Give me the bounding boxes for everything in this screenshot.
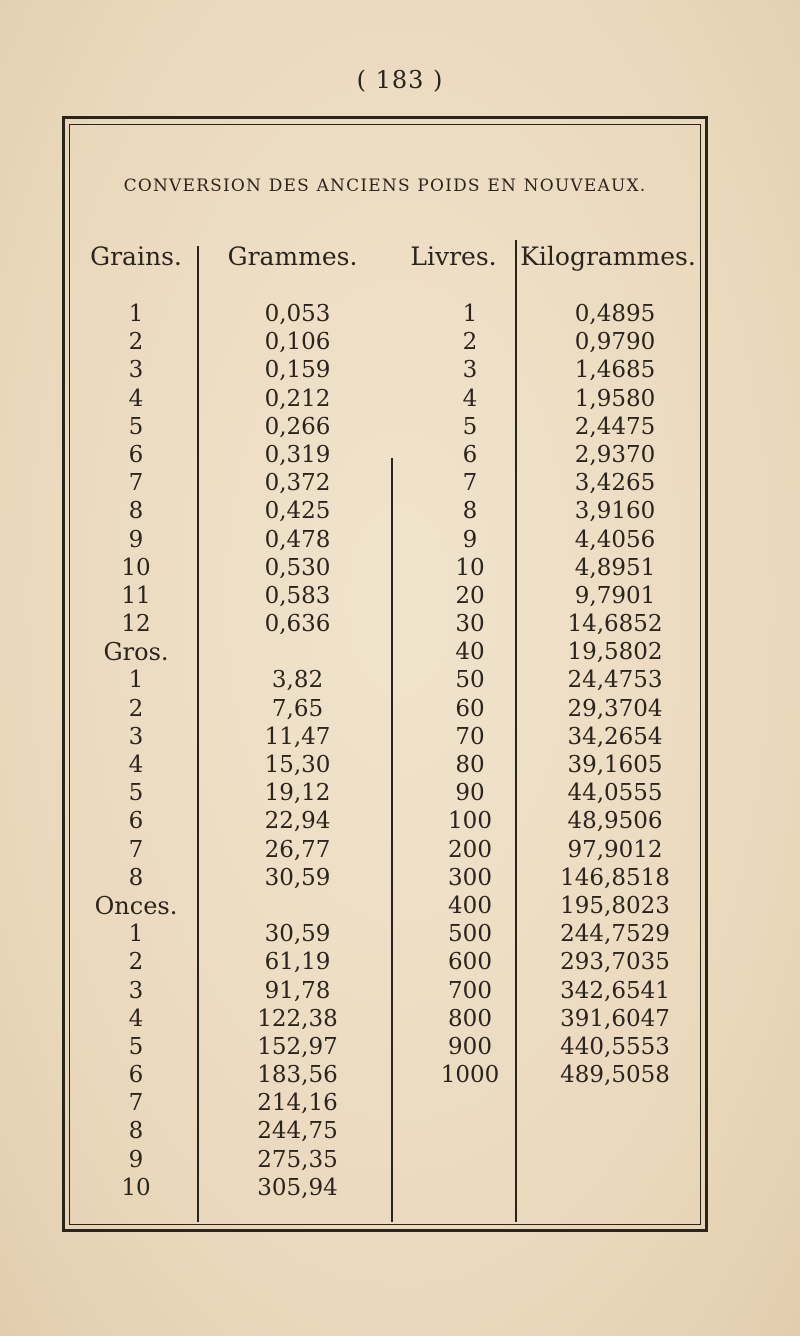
units-cell: 7 bbox=[128, 1090, 144, 1117]
units-cell: 3 bbox=[128, 977, 144, 1004]
column-grammes bbox=[210, 300, 385, 1202]
units-cell: 11 bbox=[121, 582, 151, 609]
kilogrammes-cell: 24,4753 bbox=[567, 667, 663, 694]
units-cell: 9 bbox=[128, 1146, 144, 1173]
units-cell: 7 bbox=[128, 470, 144, 497]
units-cell: 9 bbox=[128, 526, 144, 553]
grammes-cell: 305,94 bbox=[257, 1174, 338, 1201]
grammes-cell: 26,77 bbox=[264, 836, 331, 863]
livres-cell: 30 bbox=[455, 611, 485, 638]
units-cell: 5 bbox=[128, 1033, 144, 1060]
kilogrammes-cell: 48,9506 bbox=[567, 808, 663, 835]
table-title: CONVERSION DES ANCIENS POIDS EN NOUVEAUX. bbox=[123, 176, 647, 196]
units-cell: 6 bbox=[128, 1062, 144, 1089]
grammes-cell: 0,583 bbox=[264, 582, 331, 609]
grammes-cell: 30,59 bbox=[264, 921, 331, 948]
livres-cell: 1 bbox=[462, 301, 478, 327]
grammes-cell: 152,97 bbox=[257, 1033, 338, 1060]
grammes-cell: 0,372 bbox=[264, 470, 331, 497]
units-cell: 10 bbox=[121, 554, 151, 581]
livres-cell: 6 bbox=[462, 441, 478, 468]
livres-cell: 80 bbox=[455, 752, 485, 778]
units-cell: 5 bbox=[128, 413, 144, 440]
grammes-cell bbox=[210, 638, 385, 666]
livres-cell: 600 bbox=[448, 949, 492, 976]
grammes-cell: 61,19 bbox=[264, 949, 331, 976]
grammes-cell: 0,159 bbox=[264, 357, 331, 384]
units-cell: 8 bbox=[128, 1118, 144, 1145]
livres-cell: 3 bbox=[462, 357, 478, 384]
livres-cell: 100 bbox=[448, 808, 492, 835]
units-cell: 12 bbox=[121, 611, 151, 638]
column-units bbox=[80, 300, 192, 1202]
livres-cell: 60 bbox=[455, 695, 485, 722]
units-cell: 8 bbox=[128, 498, 144, 525]
units-cell: 5 bbox=[128, 780, 144, 807]
grammes-cell: 22,94 bbox=[264, 808, 331, 835]
units-cell: 3 bbox=[128, 357, 144, 384]
grammes-cell: 0,106 bbox=[264, 329, 331, 356]
page-number: ( 183 ) bbox=[356, 66, 444, 94]
kilogrammes-cell: 3,4265 bbox=[574, 470, 656, 497]
grammes-cell: 275,35 bbox=[257, 1146, 338, 1173]
kilogrammes-cell: 1,9580 bbox=[574, 385, 656, 412]
livres-cell: 4 bbox=[462, 385, 478, 412]
kilogrammes-cell: 39,1605 bbox=[567, 752, 663, 778]
kilogrammes-cell: 44,0555 bbox=[567, 780, 663, 807]
grammes-cell: 0,319 bbox=[264, 441, 331, 468]
livres-cell: 500 bbox=[448, 921, 492, 948]
grammes-cell: 7,65 bbox=[271, 695, 324, 722]
kilogrammes-cell: 14,6852 bbox=[567, 611, 663, 638]
units-cell: 6 bbox=[128, 808, 144, 835]
kilogrammes-cell: 3,9160 bbox=[574, 498, 656, 525]
livres-cell: 2 bbox=[462, 329, 478, 356]
kilogrammes-cell: 19,5802 bbox=[567, 639, 663, 666]
kilogrammes-cell: 293,7035 bbox=[560, 949, 670, 976]
units-cell: Onces. bbox=[94, 891, 178, 920]
kilogrammes-cell: 391,6047 bbox=[560, 1005, 670, 1032]
kilogrammes-cell: 2,4475 bbox=[574, 413, 656, 440]
kilogrammes-cell: 34,2654 bbox=[567, 723, 663, 750]
livres-cell: 1000 bbox=[440, 1062, 500, 1089]
grammes-cell: 3,82 bbox=[271, 667, 324, 694]
livres-cell: 7 bbox=[462, 470, 478, 497]
units-cell: 4 bbox=[128, 385, 144, 412]
kilogrammes-cell: 195,8023 bbox=[560, 892, 670, 919]
livres-cell: 70 bbox=[455, 723, 485, 750]
grammes-cell: 0,053 bbox=[264, 301, 331, 327]
livres-cell: 200 bbox=[448, 836, 492, 863]
header-livres: Livres. bbox=[410, 242, 497, 271]
units-cell: 1 bbox=[128, 301, 144, 327]
kilogrammes-cell: 1,4685 bbox=[574, 357, 656, 384]
kilogrammes-cell: 29,3704 bbox=[567, 695, 663, 722]
livres-cell: 800 bbox=[448, 1005, 492, 1032]
grammes-cell: 183,56 bbox=[257, 1062, 338, 1089]
livres-cell: 9 bbox=[462, 526, 478, 553]
units-cell: 2 bbox=[128, 695, 144, 722]
units-cell: 1 bbox=[128, 667, 144, 694]
livres-cell: 50 bbox=[455, 667, 485, 694]
units-cell: 2 bbox=[128, 949, 144, 976]
grammes-cell: 122,38 bbox=[257, 1005, 338, 1032]
livres-cell: 90 bbox=[455, 780, 485, 807]
grammes-cell: 0,425 bbox=[264, 498, 331, 525]
kilogrammes-cell: 0,4895 bbox=[574, 301, 656, 327]
units-cell: 6 bbox=[128, 441, 144, 468]
livres-cell: 400 bbox=[448, 892, 492, 919]
header-kilogrammes: Kilogrammes. bbox=[520, 242, 696, 271]
grammes-cell: 0,266 bbox=[264, 413, 331, 440]
kilogrammes-cell: 0,9790 bbox=[574, 329, 656, 356]
grammes-cell: 30,59 bbox=[264, 864, 331, 891]
grammes-cell: 0,478 bbox=[264, 526, 331, 553]
kilogrammes-cell: 342,6541 bbox=[560, 977, 670, 1004]
grammes-cell: 91,78 bbox=[264, 977, 331, 1004]
livres-cell: 40 bbox=[455, 639, 485, 666]
kilogrammes-cell: 4,8951 bbox=[574, 554, 656, 581]
kilogrammes-cell: 244,7529 bbox=[560, 921, 670, 948]
units-cell: 7 bbox=[128, 836, 144, 863]
livres-cell: 700 bbox=[448, 977, 492, 1004]
livres-cell: 8 bbox=[462, 498, 478, 525]
grammes-cell: 19,12 bbox=[264, 780, 331, 807]
column-divider-1 bbox=[197, 246, 199, 1222]
units-cell: 1 bbox=[128, 921, 144, 948]
livres-cell: 10 bbox=[455, 554, 485, 581]
livres-cell: 300 bbox=[448, 864, 492, 891]
units-cell: 8 bbox=[128, 864, 144, 891]
kilogrammes-cell: 2,9370 bbox=[574, 441, 656, 468]
grammes-cell: 0,212 bbox=[264, 385, 331, 412]
units-cell: Gros. bbox=[103, 638, 169, 667]
kilogrammes-cell: 97,9012 bbox=[567, 836, 663, 863]
column-livres bbox=[410, 300, 530, 1089]
grammes-cell: 11,47 bbox=[264, 723, 331, 750]
grammes-cell: 214,16 bbox=[257, 1090, 338, 1117]
units-cell: 4 bbox=[128, 752, 144, 778]
units-cell: 3 bbox=[128, 723, 144, 750]
units-cell: 2 bbox=[128, 329, 144, 356]
grammes-cell: 0,636 bbox=[264, 611, 331, 638]
livres-cell: 900 bbox=[448, 1033, 492, 1060]
kilogrammes-cell: 4,4056 bbox=[574, 526, 656, 553]
livres-cell: 5 bbox=[462, 413, 478, 440]
grammes-cell: 0,530 bbox=[264, 554, 331, 581]
header-grammes: Grammes. bbox=[227, 242, 358, 271]
column-kilogrammes bbox=[530, 300, 700, 1089]
units-cell: 4 bbox=[128, 1005, 144, 1032]
kilogrammes-cell: 440,5553 bbox=[560, 1033, 670, 1060]
units-cell: 10 bbox=[121, 1174, 151, 1201]
kilogrammes-cell: 146,8518 bbox=[560, 864, 670, 891]
header-grains: Grains. bbox=[90, 242, 182, 271]
column-divider-2 bbox=[391, 458, 393, 1222]
grammes-cell: 15,30 bbox=[264, 752, 331, 778]
kilogrammes-cell: 489,5058 bbox=[560, 1062, 670, 1089]
livres-cell: 20 bbox=[455, 582, 485, 609]
grammes-cell: 244,75 bbox=[257, 1118, 338, 1145]
kilogrammes-cell: 9,7901 bbox=[574, 582, 656, 609]
grammes-cell bbox=[210, 892, 385, 920]
